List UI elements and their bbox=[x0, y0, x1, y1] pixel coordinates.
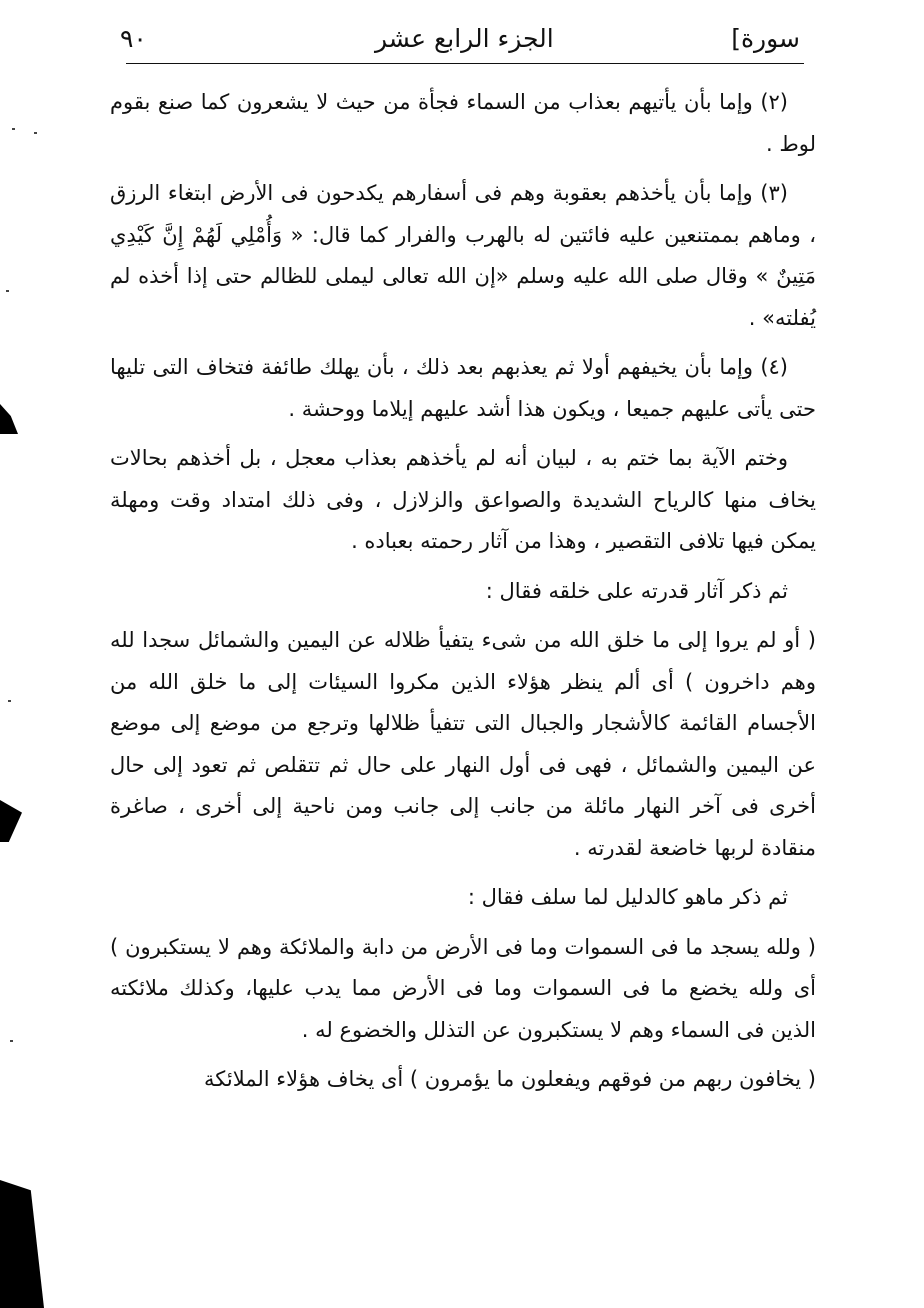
paragraph-shadows: ( أو لم يروا إلى ما خلق الله من شىء يتفيأ ظلاله عن اليمين والشمائل سجدا لله وهم داخرون ) أى ألم ينظر هؤلاء الذين مكروا السيئات إلى ما خلق الله من الأجسام القائمة كالأشجار والجبال التى تتفيأ ظلالها وترجع من موضع إلى موضع عن اليمين والشمائل ، فهى فى أول النهار على حال ثم تتقلص ثم تعود إلى حال أخرى فى آخر النهار مائلة من جانب إلى جانب ومن ناحية إلى أخرى ، صاغرة منقادة لربها خاضعة لقدرته . bbox=[110, 628, 816, 860]
scan-speck bbox=[12, 128, 15, 130]
surah-label: [سورة bbox=[731, 24, 800, 53]
scan-edge-mark bbox=[0, 1180, 44, 1308]
scan-speck bbox=[10, 1040, 13, 1042]
page-body bbox=[110, 82, 816, 1109]
paragraph-2: (٢) وإما بأن يأتيهم بعذاب من السماء فجأة من حيث لا يشعرون كما صنع بقوم لوط . bbox=[110, 90, 816, 156]
header-rule bbox=[126, 63, 804, 64]
paragraph-prostration: ( ولله يسجد ما فى السموات وما فى الأرض من دابة والملائكة وهم لا يستكبرون ) أى ولله يخضع ما فى السموات وما فى الأرض مما يدب عليها، وكذلك ملائكته الذين فى السماء وهم لا يستكبرون عن التذلل والخضوع له . bbox=[110, 934, 816, 1042]
page-header bbox=[120, 22, 800, 62]
scan-edge-mark bbox=[0, 800, 22, 842]
paragraph-verse-ending: وختم الآية بما ختم به ، لبيان أنه لم يأخذهم بعذاب معجل ، بل أخذهم بحالات يخاف منها كالرياح الشديدة والصواعق والزلازل ، وفى ذلك امتداد وقت ومهلة يمكن فيها تلافى التقصير ، وهذا من آثار رحمته بعباده . bbox=[110, 446, 816, 553]
paragraph-4: (٤) وإما بأن يخيفهم أولا ثم يعذبهم بعد ذلك ، بأن يهلك طائفة فتخاف التى تليها حتى يأتى عليهم جميعا ، ويكون هذا أشد عليهم إيلاما ووحشة . bbox=[110, 355, 816, 421]
scan-speck bbox=[34, 132, 37, 134]
paragraph-transition-1: ثم ذكر آثار قدرته على خلقه فقال : bbox=[485, 578, 788, 603]
scan-speck bbox=[6, 290, 9, 292]
paragraph-3: (٣) وإما بأن يأخذهم بعقوبة وهم فى أسفارهم يكدحون فى الأرض ابتغاء الرزق ، وماهم بممتنعين عليه فائتين له بالهرب والفرار كما قال: « وَأُمْلِي لَهُمْ إِنَّ كَيْدِي مَتِينٌ » وقال صلى الله عليه وسلم «إن الله تعالى ليملى للظالم حتى إذا أخذه لم يُفلته» . bbox=[110, 181, 816, 330]
scan-edge-mark bbox=[0, 404, 18, 434]
part-title: الجزء الرابع عشر bbox=[375, 24, 554, 53]
paragraph-fear: ( يخافون ربهم من فوقهم ويفعلون ما يؤمرون ) أى يخاف هؤلاء الملائكة bbox=[204, 1067, 816, 1091]
paragraph-transition-2: ثم ذكر ماهو كالدليل لما سلف فقال : bbox=[467, 885, 788, 909]
scan-speck bbox=[8, 700, 11, 702]
page-number: ٩٠ bbox=[120, 24, 147, 53]
